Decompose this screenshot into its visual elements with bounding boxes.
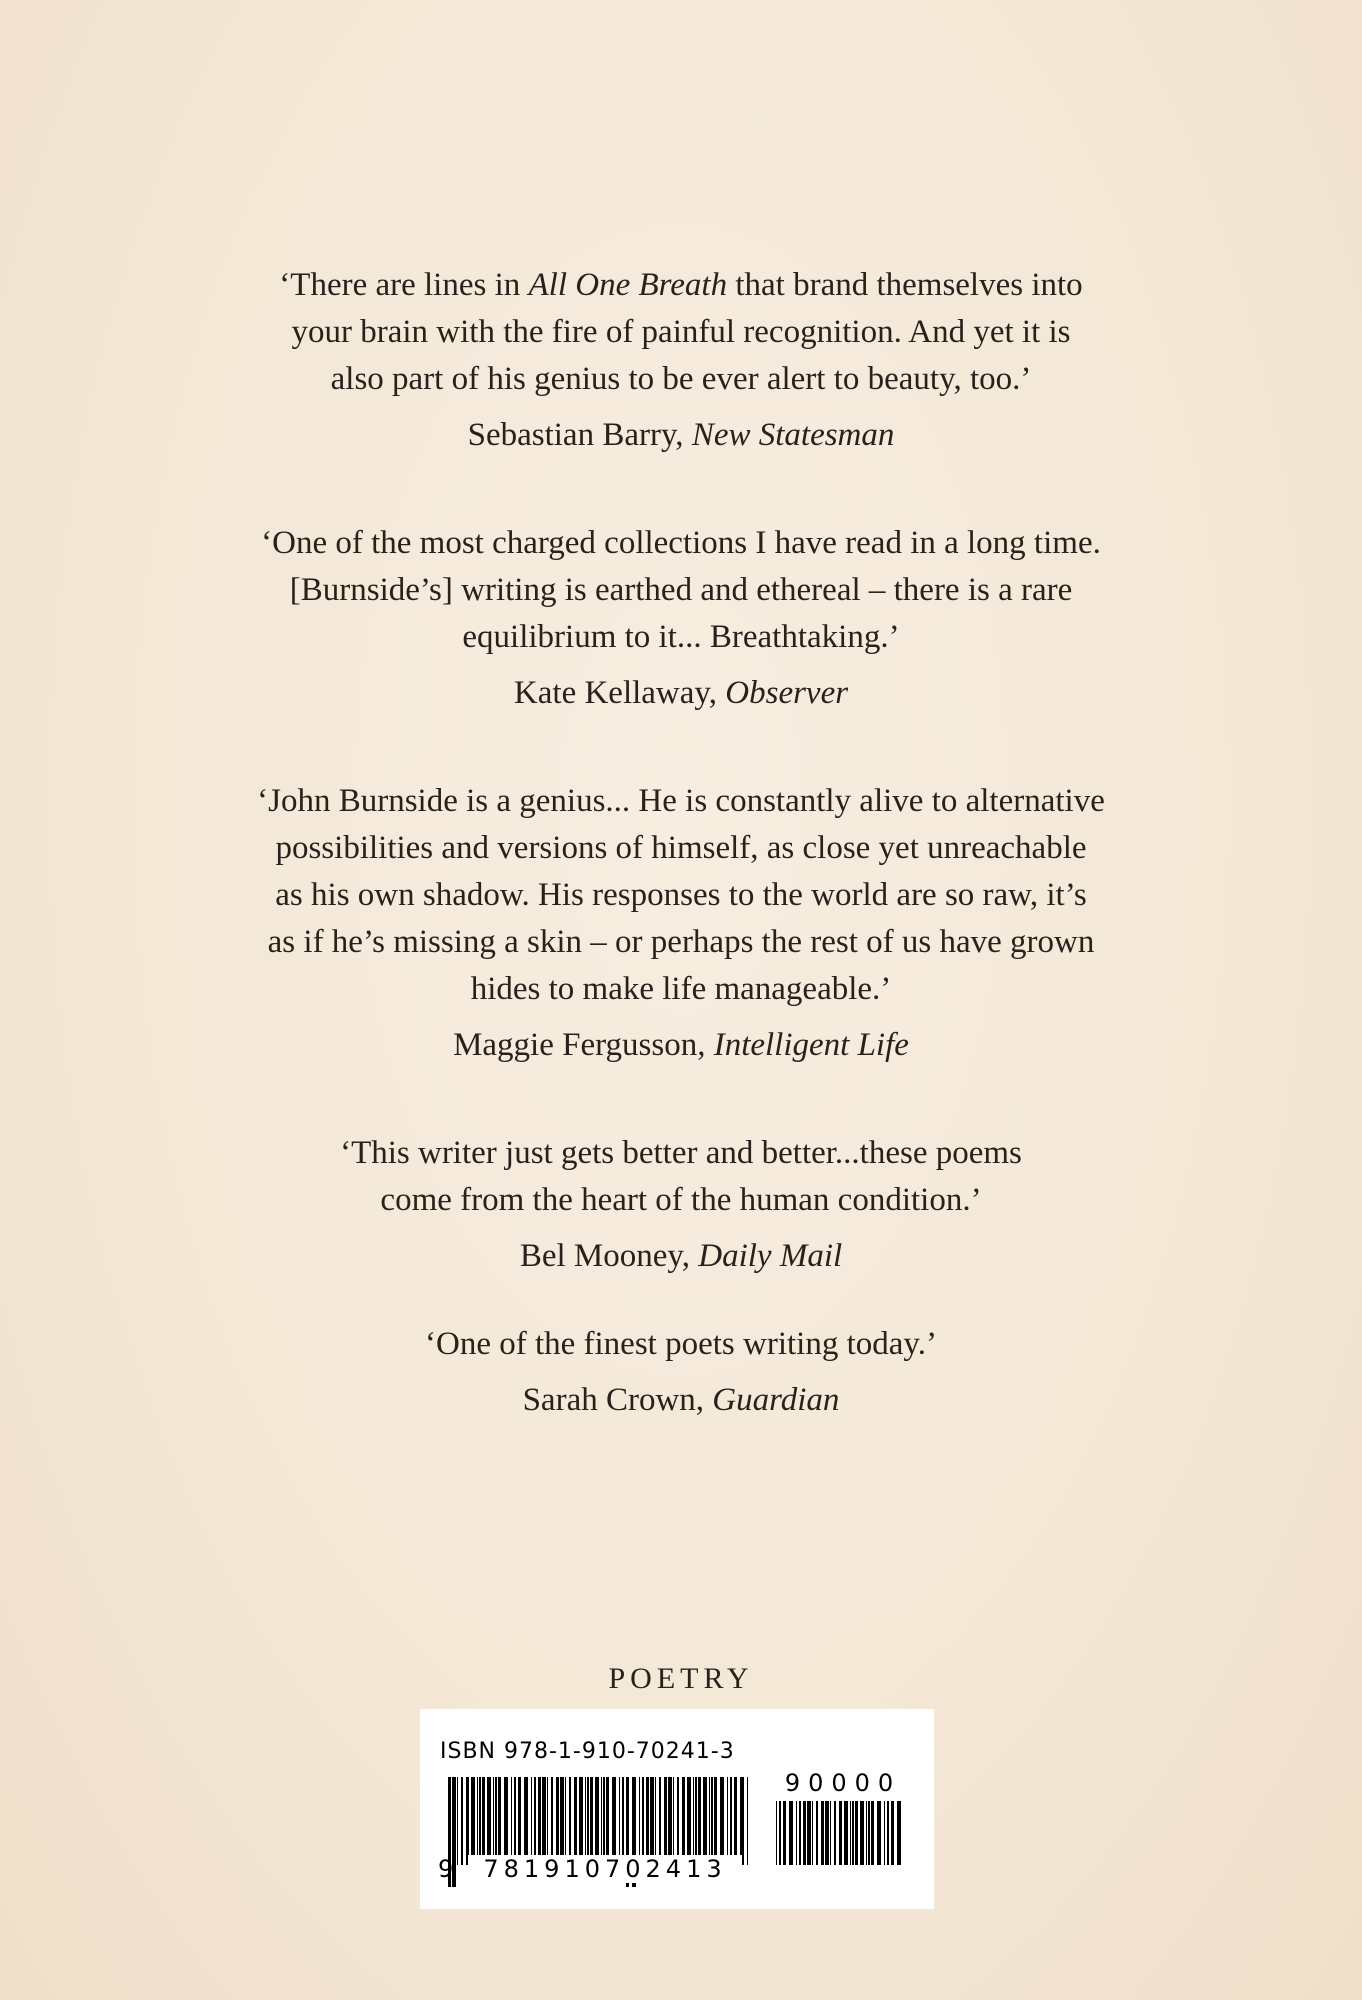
review-quote [181,1130,1181,1279]
barcode-bar [789,1801,793,1865]
barcode-bar [569,1777,571,1865]
quote-text: ‘John Burnside is a genius... He is constantly alive to alternative possibilities and versions of himself, as close yet unreachable as his own shadow. His responses to the world are so raw, it’s as if he’s missing a skin – or perhaps the rest of us have grown hides to make life manageable.’ [257,783,1105,1007]
barcode-bar [891,1801,894,1865]
barcode-bar [595,1777,599,1865]
barcode-bar [574,1777,577,1865]
barcode-bar [740,1777,744,1865]
barcode-bar [825,1801,829,1865]
barcode-bar [830,1801,831,1865]
barcode-bar [514,1777,516,1865]
barcode-bar [714,1777,717,1865]
addon-digits: 90000 [784,1769,902,1797]
barcode-bar [709,1777,710,1865]
barcode-bar [687,1777,691,1865]
quote-text: ‘There are lines in All One Breath that brand themselves into your brain with the fire of painful recognition. And yet it is also part of his genius to be ever alert to beauty, too.’ [279,267,1083,397]
barcode-bar [542,1777,546,1865]
quote-attribution: Sarah Crown, Guardian [522,1382,840,1418]
barcode-bar [868,1801,870,1865]
barcode-bar [471,1777,475,1865]
barcode-bar [796,1801,797,1865]
barcode-bar [482,1777,485,1865]
barcode-bar [720,1777,724,1865]
barcode-bar [556,1777,559,1865]
quote-text: ‘One of the finest poets writing today.’ [425,1326,937,1362]
isbn-barcode [420,1709,934,1909]
review-quote [181,520,1181,716]
barcode-bar [816,1801,818,1865]
quote-attribution: Sebastian Barry, New Statesman [467,417,895,453]
barcode-bar [747,1777,748,1865]
barcode-bar [612,1777,616,1865]
barcode-bar [677,1777,679,1865]
barcode-bar [821,1801,824,1865]
barcode-bar [839,1801,842,1865]
barcode-bar [730,1777,732,1865]
barcode-bar [897,1801,901,1865]
barcode-bar [551,1777,553,1865]
barcode-bar [799,1801,801,1865]
barcode-bar [531,1777,532,1865]
barcode-bar [457,1777,458,1865]
barcode-bar [565,1777,566,1865]
barcode-bar [711,1777,713,1865]
barcode-bar [727,1777,728,1865]
quote-attribution: Maggie Fergusson, Intelligent Life [453,1027,909,1063]
barcode-lead-digit: 9 [438,1855,454,1883]
barcode-bar [642,1777,644,1865]
barcode-bar [622,1777,624,1865]
barcode-bar [534,1777,536,1865]
barcode-bar [812,1801,813,1865]
barcode-bar [487,1777,491,1865]
barcode-bar [518,1777,521,1865]
barcode-bar [673,1777,674,1865]
barcode-bar [524,1777,528,1865]
barcode-bar [844,1801,848,1865]
review-quote [181,262,1181,458]
barcode-bar [477,1777,478,1865]
barcode-bar [650,1777,654,1865]
barcode-bar [779,1801,781,1865]
review-quote [181,778,1181,1068]
barcode-bar [639,1777,640,1865]
quote-text: ‘This writer just gets better and better...these poems come from the heart of the human condition.’ [340,1135,1022,1218]
barcode-bar [852,1801,854,1865]
review-quotes [181,262,1181,1485]
barcode-bar [655,1777,656,1865]
barcode-bar [587,1777,589,1865]
barcode-bar [884,1801,885,1865]
book-title: All One Breath [528,267,728,303]
barcode-bar [603,1777,605,1865]
quote-text: ‘One of the most charged collections I have read in a long time. [Burnside’s] writing is earthed and ethereal – there is a rare equilibrium to it... Breathtaking.’ [261,525,1101,655]
barcode-bar [855,1801,858,1865]
addon-barcode-bars [776,1801,906,1887]
barcode-bar [668,1777,672,1865]
barcode-bar [585,1777,586,1865]
barcode-bar [495,1777,497,1865]
barcode-bar [498,1777,501,1865]
barcode-bar [646,1777,649,1865]
barcode-bar [693,1777,694,1865]
barcode-bar [659,1777,661,1865]
barcode-bar [834,1801,836,1865]
barcode-bar [698,1777,701,1865]
quote-attribution: Bel Mooney, Daily Mail [519,1238,843,1274]
barcode-bar [664,1777,667,1865]
barcode-bar [776,1801,777,1865]
barcode-bar [601,1777,602,1865]
barcode-bar [860,1801,864,1865]
barcode-bar [682,1777,685,1865]
barcode-bar [866,1801,867,1865]
barcode-bar [493,1777,494,1865]
barcode-bar [547,1777,548,1865]
genre-label: POETRY [608,1662,754,1695]
barcode-bar [504,1777,508,1865]
barcode-bar [803,1801,806,1865]
barcode-bar [479,1777,481,1865]
barcode-bar [695,1777,697,1865]
barcode-bar [783,1801,786,1865]
barcode-bar [606,1777,609,1865]
isbn-number: ISBN 978-1-910-70241-3 [440,1739,735,1764]
barcode-bar [887,1801,889,1865]
barcode-bar [590,1777,593,1865]
barcode-bar [511,1777,512,1865]
barcode-bar [871,1801,874,1865]
barcode-bar [850,1801,851,1865]
barcode-bar [538,1777,541,1865]
barcode-bar [703,1777,707,1865]
barcode-bar [877,1801,881,1865]
barcode-bar [734,1777,737,1865]
barcode-bar [807,1801,811,1865]
review-quote [181,1321,1181,1423]
quote-attribution: Kate Kellaway, Observer [513,675,849,711]
barcode-digits: 781910702413 [468,1855,742,1883]
barcode-bar [560,1777,564,1865]
barcode-bar [461,1777,463,1865]
barcode-bar [619,1777,620,1865]
barcode-bar [579,1777,583,1865]
barcode-bar [466,1777,469,1865]
